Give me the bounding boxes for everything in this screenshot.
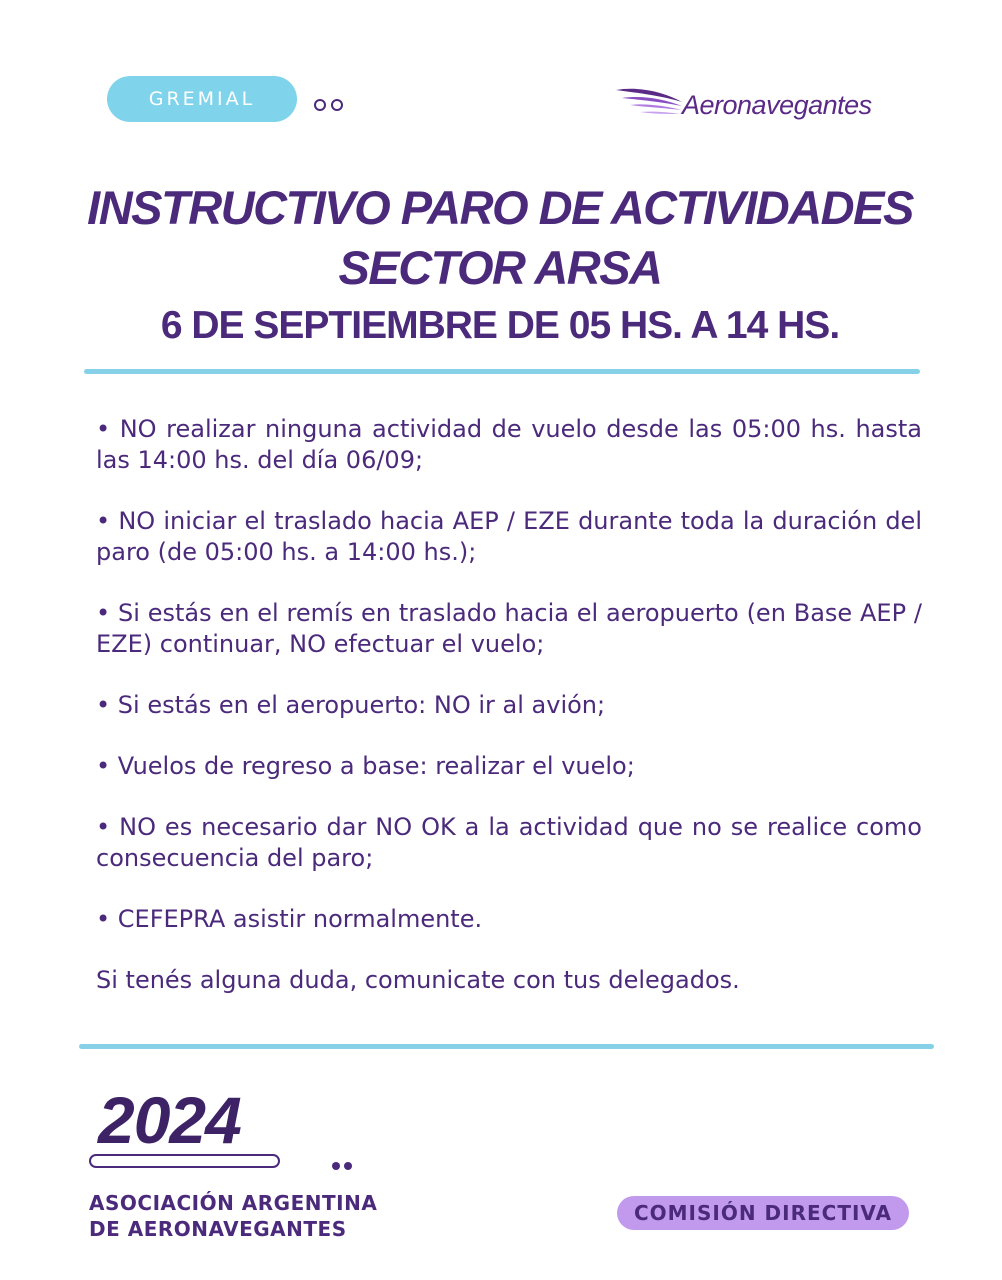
comision-directiva-badge [617, 1196, 909, 1230]
instruction-item: • Si estás en el aeropuerto: NO ir al avión; [96, 691, 606, 719]
instruction-item: • Vuelos de regreso a base: realizar el vuelo; [96, 752, 635, 780]
closing-note: Si tenés alguna duda, comunicate con tus delegados. [96, 966, 740, 994]
decorative-dots [332, 1162, 352, 1170]
instruction-item: • NO es necesario dar NO OK a la actividad que no se realice como consecuencia del paro; [96, 813, 922, 872]
instruction-item: • NO realizar ninguna actividad de vuelo desde las 05:00 hs. hasta las 14:00 hs. del día 06/09; [96, 415, 922, 474]
gremial-badge [107, 76, 297, 122]
dot-icon [344, 1162, 352, 1170]
page-subtitle-date: 6 DE SEPTIEMBRE DE 05 HS. A 14 HS. [160, 304, 840, 347]
comision-directiva-label: COMISIÓN DIRECTIVA [633, 1201, 893, 1225]
ring-icon [314, 99, 326, 111]
organization-name [89, 1190, 377, 1242]
ring-icon [331, 99, 343, 111]
decorative-pill [89, 1154, 280, 1168]
instructions-list [96, 414, 922, 1026]
dot-icon [332, 1162, 340, 1170]
divider-bottom [79, 1044, 934, 1049]
gremial-badge-label: GREMIAL [148, 88, 256, 110]
decorative-rings [314, 99, 343, 111]
instruction-item: • CEFEPRA asistir normalmente. [96, 905, 483, 933]
page-title-sector: SECTOR ARSA [338, 241, 662, 294]
instruction-item: • NO iniciar el traslado hacia AEP / EZE durante toda la duración del paro (de 05:00 hs. a 14:00 hs.); [96, 507, 922, 566]
aeronavegantes-logo [614, 84, 876, 130]
organization-name-line2: DE AERONAVEGANTES [89, 1217, 347, 1241]
instruction-item: • Si estás en el remís en traslado hacia el aeropuerto (en Base AEP / EZE) continuar, NO efectuar el vuelo; [96, 599, 922, 658]
logo-text: Aeronavegantes [682, 90, 872, 120]
wings-icon [614, 84, 684, 128]
year-label: 2024 [98, 1083, 241, 1157]
title-block [40, 178, 960, 350]
divider-top [84, 369, 920, 374]
organization-name-line1: ASOCIACIÓN ARGENTINA [89, 1191, 378, 1215]
page-title: INSTRUCTIVO PARO DE ACTIVIDADES [87, 181, 913, 234]
